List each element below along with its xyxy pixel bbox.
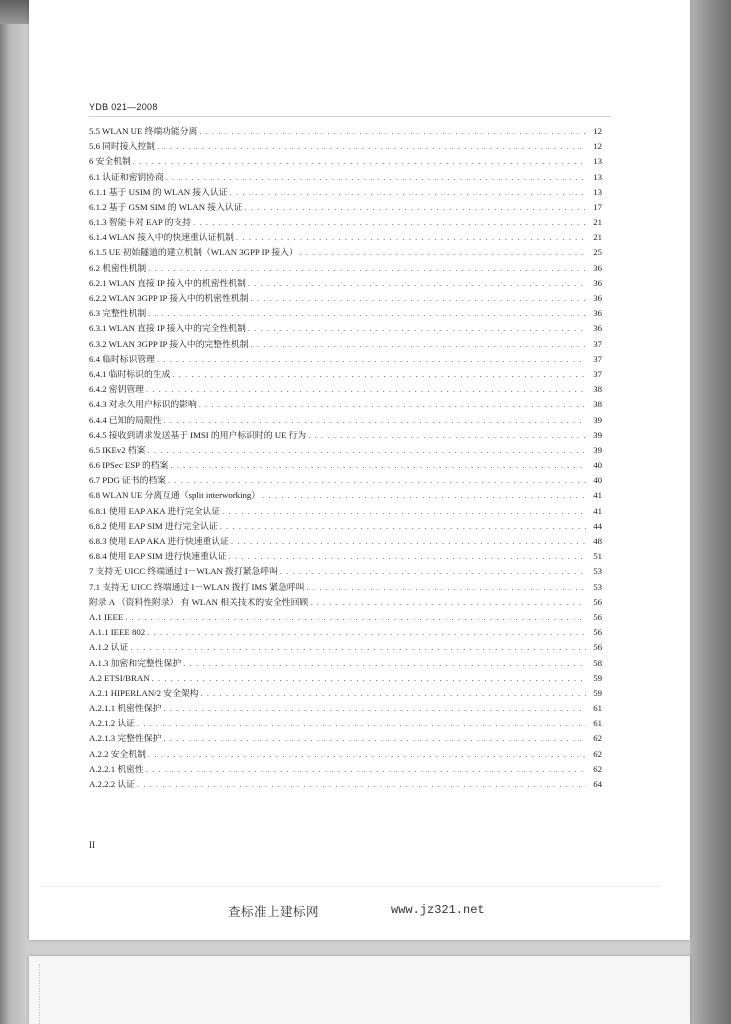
toc-entry-title: A.1.3 加密和完整性保护 [89,657,182,668]
toc-dot-leader [146,382,586,397]
toc-dot-leader [300,246,586,261]
toc-entry-title: 6.4.3 对永久用户标识的影响 [89,399,197,410]
toc-entry-page: 62 [593,733,602,744]
toc-entry[interactable] [89,519,602,534]
toc-entry-page: 36 [593,308,602,319]
toc-entry[interactable] [89,367,602,382]
toc-entry[interactable] [89,200,602,215]
toc-dot-leader [199,397,586,412]
toc-dot-leader [152,671,586,686]
toc-dot-leader [244,200,586,215]
toc-entry-page: 36 [593,323,602,334]
watermark-site-name: 查标准上建标网 [228,904,320,919]
toc-dot-leader [147,443,586,458]
toc-entry[interactable] [89,762,602,777]
toc-entry[interactable] [89,458,602,473]
toc-entry-title: 6.7 PDG 证书的档案 [89,475,166,486]
next-document-page [29,956,690,1024]
toc-entry-page: 21 [593,217,602,228]
toc-entry[interactable] [89,686,602,701]
toc-entry[interactable] [89,580,602,595]
toc-entry[interactable] [89,215,602,230]
toc-entry-page: 25 [593,247,602,258]
toc-entry[interactable] [89,549,602,564]
standard-code-header: YDB 021—2008 [89,102,158,112]
toc-entry-page: 12 [593,125,602,136]
toc-entry-title: A.1.2 认证 [89,642,129,653]
toc-dot-leader [248,321,586,336]
toc-dot-leader [307,580,586,595]
toc-entry-title: 6.4.4 已知的局限性 [89,414,162,425]
toc-dot-leader [220,519,586,534]
toc-entry-title: 6.1.5 UE 初始隧道的建立机制（WLAN 3GPP IP 接入） [89,247,298,258]
toc-entry-title: 5.5 WLAN UE 终端功能分离 [89,125,198,136]
toc-entry-page: 39 [593,444,602,455]
toc-entry-title: 6.2 机密性机制 [89,262,147,273]
toc-entry-title: 6.1 认证和密钥协商 [89,171,164,182]
toc-entry-page: 44 [593,520,602,531]
toc-entry[interactable] [89,443,602,458]
toc-entry-title: A.2 ETSI/BRAN [89,672,150,683]
toc-dot-leader [251,291,587,306]
toc-entry[interactable] [89,382,602,397]
viewer-right-shadow [690,0,731,1024]
toc-entry-page: 39 [593,414,602,425]
toc-entry[interactable] [89,261,602,276]
toc-entry-page: 58 [593,657,602,668]
toc-dot-leader [157,139,586,154]
toc-entry-title: A.2.2.1 机密性 [89,763,144,774]
toc-entry[interactable] [89,276,602,291]
toc-entry[interactable] [89,747,602,762]
toc-entry[interactable] [89,656,602,671]
toc-entry-page: 36 [593,262,602,273]
toc-entry-page: 48 [593,536,602,547]
toc-entry-title: 7.1 支持无 UICC 终端通过 I－WLAN 拨打 IMS 紧急呼叫 [89,581,305,592]
toc-dot-leader [137,716,586,731]
toc-entry-title: A.2.2 安全机制 [89,748,146,759]
toc-entry-page: 41 [593,505,602,516]
toc-entry-title: 6.4 临时标识管理 [89,353,155,364]
toc-entry-page: 53 [593,566,602,577]
toc-dot-leader [280,564,586,579]
toc-entry-title: 6.4.1 临时标识的生成 [89,368,171,379]
footer-divider [40,886,660,887]
toc-entry-title: 6.8.4 使用 EAP SIM 进行快速重认证 [89,551,227,562]
toc-dot-leader [248,276,586,291]
toc-entry-title: 6.4.2 密钥管理 [89,384,144,395]
toc-entry-title: 5.6 同时接入控制 [89,141,155,152]
toc-entry[interactable] [89,716,602,731]
toc-entry-page: 37 [593,338,602,349]
toc-dot-leader [230,185,586,200]
toc-entry-title: 6.8.1 使用 EAP AKA 进行完全认证 [89,505,221,516]
toc-entry-title: 6.3.2 WLAN 3GPP IP 接入中的完整性机制 [89,338,249,349]
toc-entry[interactable] [89,306,602,321]
toc-entry[interactable] [89,595,602,610]
toc-dot-leader [231,534,586,549]
toc-dot-leader [262,489,586,504]
toc-entry[interactable] [89,473,602,488]
toc-entry-title: 6.3 完整性机制 [89,308,147,319]
toc-entry[interactable] [89,671,602,686]
toc-entry-page: 40 [593,460,602,471]
toc-entry-title: 6.4.5 接收到请求发送基于 IMSI 的用户标识时的 UE 行为 [89,429,307,440]
toc-dot-leader [125,610,586,625]
toc-entry[interactable] [89,230,602,245]
toc-dot-leader [199,124,586,139]
toc-dot-leader [308,428,586,443]
toc-dot-leader [222,504,586,519]
toc-dot-leader [148,306,586,321]
toc-entry[interactable] [89,413,602,428]
toc-dot-leader [170,458,586,473]
toc-entry[interactable] [89,534,602,549]
toc-entry[interactable] [89,428,602,443]
toc-entry-title: 6.1.3 智能卡对 EAP 的支持 [89,217,192,228]
toc-dot-leader [148,747,586,762]
toc-entry-page: 36 [593,293,602,304]
toc-entry-page: 41 [593,490,602,501]
toc-entry-page: 59 [593,687,602,698]
toc-dot-leader [310,595,586,610]
toc-entry-page: 37 [593,353,602,364]
toc-entry-title: 6.6 IPSec ESP 的档案 [89,460,169,471]
toc-entry-title: 6.5 IKEv2 档案 [89,444,146,455]
toc-entry-page: 56 [593,642,602,653]
toc-dot-leader [193,215,586,230]
toc-entry-title: A.2.2.2 认证 [89,779,135,790]
toc-entry-title: A.2.1.3 完整性保护 [89,733,162,744]
toc-entry-page: 51 [593,551,602,562]
toc-entry[interactable] [89,170,602,185]
toc-entry-title: A.2.1.2 认证 [89,718,135,729]
toc-entry-title: 6.2.2 WLAN 3GPP IP 接入中的机密性机制 [89,293,249,304]
toc-entry-page: 38 [593,384,602,395]
toc-entry-page: 53 [593,581,602,592]
toc-entry[interactable] [89,321,602,336]
toc-dot-leader [166,170,586,185]
toc-entry-title: 6.3.1 WLAN 直接 IP 接入中的完全性机制 [89,323,246,334]
toc-entry-page: 39 [593,429,602,440]
toc-entry-page: 21 [593,232,602,243]
toc-entry-title: 6.8.3 使用 EAP AKA 进行快速重认证 [89,536,229,547]
toc-dot-leader [147,625,586,640]
toc-dot-leader [137,777,586,792]
toc-entry-page: 59 [593,672,602,683]
toc-entry-title: 6.8.2 使用 EAP SIM 进行完全认证 [89,520,218,531]
page-number: II [89,840,95,850]
toc-entry-title: A.2.1 HIPERLAN/2 安全架构 [89,687,199,698]
toc-entry-page: 40 [593,475,602,486]
toc-entry-page: 37 [593,368,602,379]
toc-entry-page: 56 [593,627,602,638]
toc-entry[interactable] [89,504,602,519]
toc-entry[interactable] [89,625,602,640]
watermark-url: www.jz321.net [391,903,485,917]
toc-entry[interactable] [89,337,602,352]
toc-entry-title: 附录 A （资料性附录） 有 WLAN 相关技术的安全性回顾 [89,596,309,607]
toc-entry[interactable] [89,564,602,579]
toc-entry-page: 17 [593,201,602,212]
toc-dot-leader [229,549,587,564]
toc-entry-title: 6.1.4 WLAN 接入中的快速重认证机制 [89,232,234,243]
toc-entry[interactable] [89,185,602,200]
toc-dot-leader [183,656,586,671]
toc-dot-leader [133,154,586,169]
table-of-contents [89,124,602,792]
toc-dot-leader [200,686,586,701]
toc-entry-title: A.1 IEEE [89,611,124,622]
toc-dot-leader [236,230,586,245]
toc-dot-leader [130,640,586,655]
toc-entry[interactable] [89,610,602,625]
toc-entry-page: 62 [593,748,602,759]
toc-dot-leader [164,413,586,428]
toc-entry-title: A.2.1.1 机密性保护 [89,703,162,714]
toc-entry-title: 6.1.1 基于 USIM 的 WLAN 接入认证 [89,186,228,197]
toc-dot-leader [163,701,586,716]
toc-entry[interactable] [89,777,602,792]
toc-entry[interactable] [89,701,602,716]
toc-entry[interactable] [89,139,602,154]
toc-dot-leader [163,732,586,747]
toc-dot-leader [157,352,586,367]
toc-entry-page: 56 [593,611,602,622]
toc-dot-leader [148,261,586,276]
toc-entry[interactable] [89,640,602,655]
toc-entry-title: 6.1.2 基于 GSM SIM 的 WLAN 接入认证 [89,201,243,212]
toc-entry-page: 12 [593,141,602,152]
toc-entry-page: 38 [593,399,602,410]
toc-entry-page: 62 [593,763,602,774]
toc-entry-title: 7 支持无 UICC 终端通过 I－WLAN 拨打紧急呼叫 [89,566,278,577]
toc-entry-title: 6 安全机制 [89,156,131,167]
toc-entry-page: 13 [593,186,602,197]
toc-entry[interactable] [89,352,602,367]
toc-entry-page: 13 [593,156,602,167]
toc-entry[interactable] [89,397,602,412]
toc-entry[interactable] [89,489,602,504]
toc-dot-leader [168,473,586,488]
toc-entry[interactable] [89,124,602,139]
toc-entry-title: 6.8 WLAN UE 分离互通（split interworking） [89,490,261,501]
toc-entry-page: 13 [593,171,602,182]
toc-entry-page: 56 [593,596,602,607]
page-edge-mark [39,964,46,1024]
toc-entry-page: 64 [593,779,602,790]
toc-entry[interactable] [89,154,602,169]
toc-entry-page: 36 [593,277,602,288]
toc-entry-page: 61 [593,703,602,714]
toc-entry[interactable] [89,732,602,747]
header-divider [89,116,611,117]
toc-entry-title: 6.2.1 WLAN 直接 IP 接入中的机密性机制 [89,277,246,288]
toc-dot-leader [251,337,587,352]
toc-entry-page: 61 [593,718,602,729]
toc-entry-title: A.1.1 IEEE 802 [89,627,146,638]
toc-dot-leader [172,367,586,382]
toc-entry[interactable] [89,291,602,306]
toc-entry[interactable] [89,246,602,261]
toc-dot-leader [146,762,586,777]
